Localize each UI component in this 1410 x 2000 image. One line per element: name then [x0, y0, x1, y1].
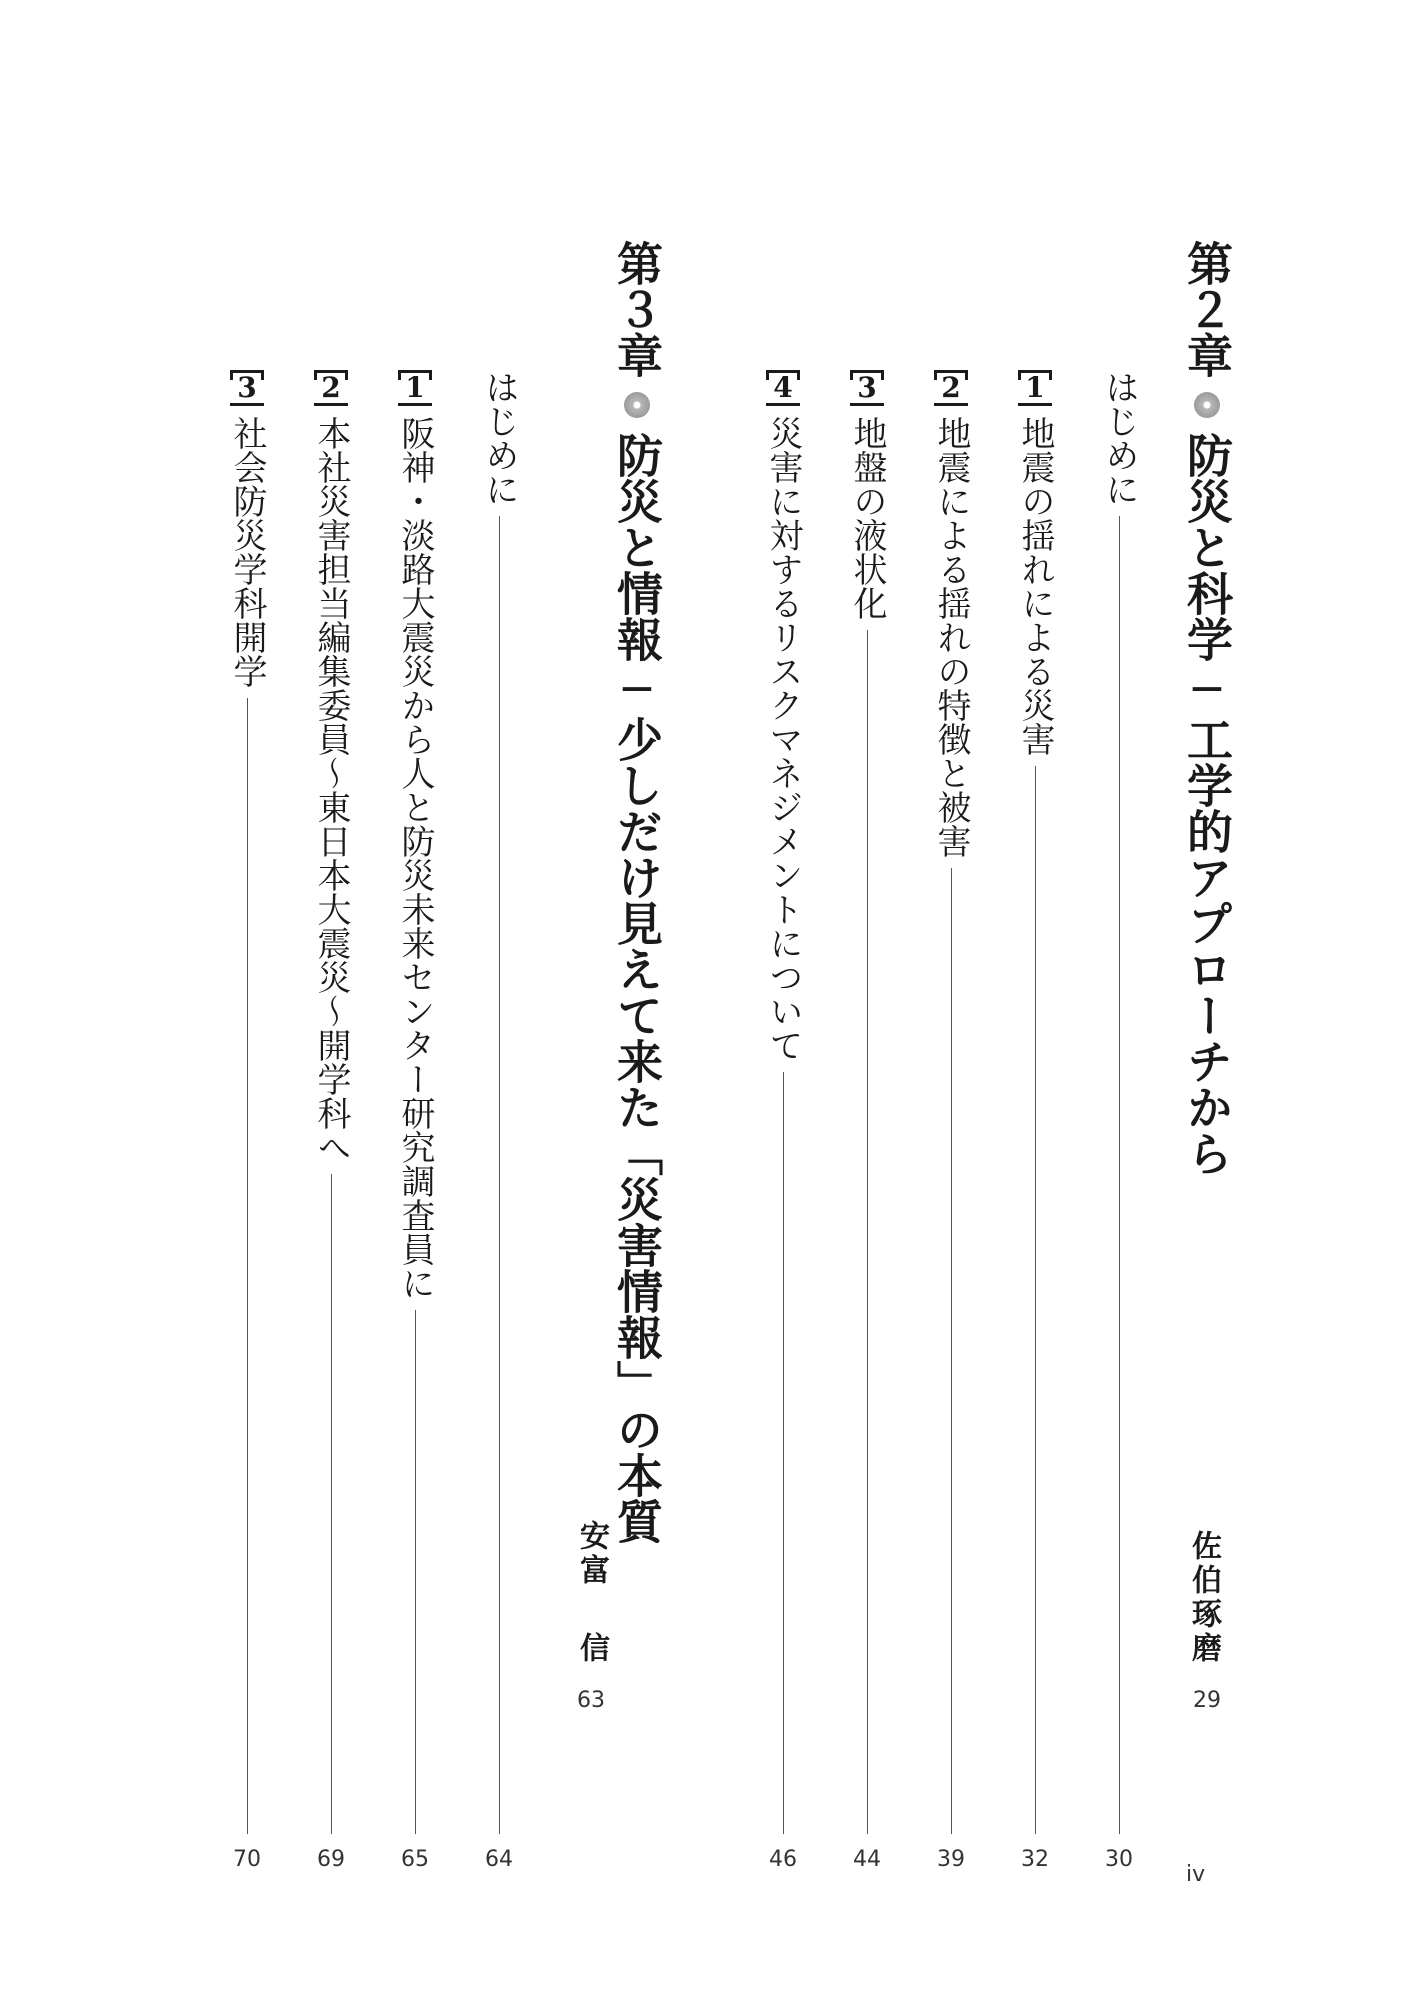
leader-line — [499, 516, 500, 1834]
toc-entry-page: 32 — [1021, 1847, 1049, 1872]
bullet-circle-icon — [1194, 392, 1220, 418]
toc-entry-page: 70 — [233, 1847, 261, 1872]
section-number: 2 — [934, 370, 968, 406]
toc-entry[interactable] — [1010, 370, 1060, 1872]
chapter-3-heading — [612, 240, 662, 1710]
toc-entry-page: 30 — [1105, 1847, 1133, 1872]
toc-entry[interactable] — [222, 370, 272, 1872]
leader-line — [415, 1310, 416, 1834]
toc-entry[interactable] — [1094, 370, 1144, 1872]
toc-entry[interactable] — [842, 370, 892, 1872]
author-given-name: 信 — [574, 1632, 609, 1666]
leader-line — [783, 1072, 784, 1834]
toc-entry-page: 65 — [401, 1847, 429, 1872]
toc-entry-page: 64 — [485, 1847, 513, 1872]
toc-entry-title: 地盤の液状化 — [847, 416, 887, 620]
toc-entry-title: はじめに — [1099, 370, 1139, 506]
leader-line — [247, 698, 248, 1834]
chapter-3-label: 第３章 — [610, 240, 664, 378]
toc-entry[interactable] — [926, 370, 976, 1872]
author-family-name: 安富 — [574, 1520, 609, 1588]
section-number: 2 — [314, 370, 348, 406]
toc-entry-title: 本社災害担当編集委員～東日本大震災～開学科へ — [311, 416, 351, 1164]
toc-entry-title: 地震の揺れによる災害 — [1015, 416, 1055, 756]
chapter-2-title: 防災と科学─工学的アプローチから — [1180, 432, 1234, 1176]
leader-line — [1119, 516, 1120, 1834]
leader-line — [867, 630, 868, 1834]
section-number: 3 — [850, 370, 884, 406]
toc-entry-title: 社会防災学科開学 — [227, 416, 267, 688]
toc-entry-page: 44 — [853, 1847, 881, 1872]
chapter-3-author — [574, 1520, 609, 1666]
toc-entry-title: 災害に対するリスクマネジメントについて — [763, 416, 803, 1062]
toc-entry-title: はじめに — [479, 370, 519, 506]
chapter-3-title: 防災と情報─少しだけ見えて来た「災害情報」の本質 — [610, 432, 664, 1544]
toc-entry-page: 46 — [769, 1847, 797, 1872]
toc-entry-page: 69 — [317, 1847, 345, 1872]
toc-entry-title: 阪神・淡路大震災から人と防災未来センター研究調査員に — [395, 416, 435, 1300]
section-number: 1 — [1018, 370, 1052, 406]
chapter-3-page: 63 — [577, 1688, 605, 1713]
chapter-2-page: 29 — [1193, 1688, 1221, 1713]
toc-entry[interactable] — [758, 370, 808, 1872]
leader-line — [1035, 766, 1036, 1834]
bullet-circle-icon — [624, 392, 650, 418]
section-number: 1 — [398, 370, 432, 406]
toc-entry-title: 地震による揺れの特徴と被害 — [931, 416, 971, 858]
leader-line — [331, 1174, 332, 1834]
toc-entry[interactable] — [306, 370, 356, 1872]
section-number: 3 — [230, 370, 264, 406]
leader-line — [951, 868, 952, 1834]
toc-entry[interactable] — [390, 370, 440, 1872]
page-folio: iv — [1186, 1862, 1206, 1887]
toc-entry-page: 39 — [937, 1847, 965, 1872]
section-number: 4 — [766, 370, 800, 406]
chapter-2-author: 佐伯琢磨 — [1186, 1530, 1221, 1666]
chapter-2-heading — [1182, 240, 1232, 1710]
chapter-2-label: 第２章 — [1180, 240, 1234, 378]
toc-entry[interactable] — [474, 370, 524, 1872]
